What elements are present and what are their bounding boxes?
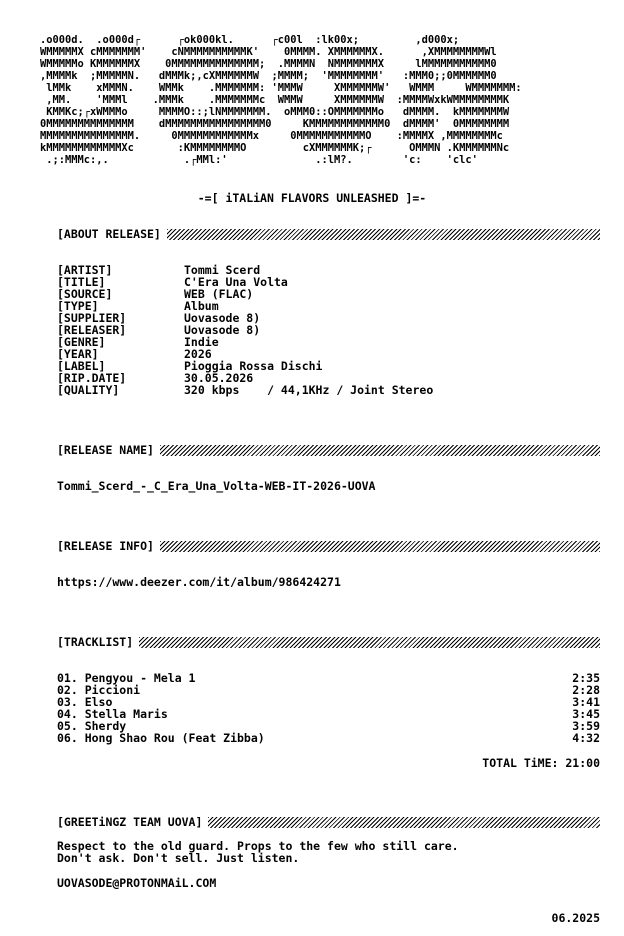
track-title: 05. Sherdy (57, 719, 127, 733)
section-header-release-name (57, 443, 600, 457)
track-row (57, 708, 600, 720)
track-duration: 2:28 (572, 683, 600, 697)
section-header-tracklist (57, 635, 600, 649)
field-key: [RELEASER] (57, 323, 127, 337)
track-duration: 2:35 (572, 671, 600, 685)
field-row-genre (57, 336, 433, 348)
field-value: Album (184, 299, 219, 313)
section-divider (139, 637, 600, 648)
field-value: 320 kbps / 44,1KHz / Joint Stereo (184, 383, 434, 397)
ascii-line: .;:MMMc:,. .┌MMl:' .:lM?. 'c: 'clc' (40, 154, 478, 166)
ascii-line: WMMMMMX cMMMMMMM' cNMMMMMMMMMMK' 0MMMM. XMMMMMMX. ,XMMMMMMMMWl (40, 46, 497, 58)
field-row-releaser (57, 324, 433, 336)
ascii-line: lMMk xMMMN. WMMk .MMMMMMM: 'MMMW XMMMMMMW' WMMM WMMMMMMM: (40, 82, 522, 94)
field-key: [TITLE] (57, 275, 106, 289)
section-title: [RELEASE INFO] (57, 539, 154, 553)
ascii-art-logo (40, 34, 522, 166)
section-divider (160, 541, 600, 552)
track-title: 01. Pengyou - Mela 1 (57, 671, 196, 685)
field-value: Pioggia Rossa Dischi (184, 359, 323, 373)
field-key: [SUPPLIER] (57, 311, 127, 325)
contact-email: UOVASODE@PROTONMAiL.COM (57, 876, 217, 890)
track-duration: 3:59 (572, 719, 600, 733)
ascii-line: ,MMMMk ;MMMMMN. dMMMk;,cXMMMMMMW ;MMMM; 'MMMMMMMM' :MMM0;;0MMMMMM0 (40, 70, 497, 82)
ascii-line: ,MM. 'MMMl .MMMk .MMMMMMMc WMMW XMMMMMMW :MMMMWxkWMMMMMMMMK (40, 94, 510, 106)
track-duration: 4:32 (572, 731, 600, 745)
track-duration: 3:41 (572, 695, 600, 709)
greetings-line: Respect to the old guard. Props to the few who still care. (57, 839, 459, 853)
field-key: [ARTIST] (57, 263, 113, 277)
section-title: [RELEASE NAME] (57, 443, 154, 457)
section-divider (160, 445, 600, 456)
section-header-greetings (57, 815, 600, 829)
greetings-text (57, 840, 459, 864)
section-title: [GREETiNGZ TEAM UOVA] (57, 815, 203, 829)
greetings-line: Don't ask. Don't sell. Just listen. (57, 851, 300, 865)
field-value: Tommi Scerd (184, 263, 261, 277)
track-title: 04. Stella Maris (57, 707, 168, 721)
ascii-line: WMMMMMo KMMMMMMX 0MMMMMMMMMMMMMM; .MMMMN NMMMMMMMX lMMMMMMMMMMM0 (40, 58, 497, 70)
field-key: [TYPE] (57, 299, 99, 313)
field-value: Indie (184, 335, 219, 349)
field-key: [QUALITY] (57, 383, 120, 397)
track-title: 06. Hong Shao Rou (Feat Zibba) (57, 731, 265, 745)
section-divider (208, 817, 600, 828)
tagline: -=[ iTALiAN FLAVORS UNLEASHED ]=- (197, 191, 427, 205)
track-row (57, 684, 600, 696)
field-key: [YEAR] (57, 347, 99, 361)
section-divider (167, 229, 600, 240)
track-duration: 3:45 (572, 707, 600, 721)
ascii-line: kMMMMMMMMMMMMXc :KMMMMMMMMO cXMMMMMMK;┌ OMMMN .KMMMMMMNc (40, 142, 510, 154)
track-title: 02. Piccioni (57, 683, 141, 697)
field-key: [GENRE] (57, 335, 106, 349)
total-time: TOTAL TiME: 21:00 (482, 756, 600, 770)
field-value: C'Era Una Volta (184, 275, 288, 289)
field-row-quality (57, 384, 433, 396)
release-info-url: https://www.deezer.com/it/album/986424271 (57, 575, 341, 589)
field-value: 2026 (184, 347, 212, 361)
section-header-about (57, 227, 600, 241)
section-header-release-info (57, 539, 600, 553)
field-value: WEB (FLAC) (184, 287, 254, 301)
field-row-source (57, 288, 433, 300)
ascii-line: .o000d. .o000d┌ ┌ok000kl. ┌c00l :lk00x; ,d000x; (40, 34, 460, 46)
field-key: [LABEL] (57, 359, 106, 373)
ascii-line: KMMKc;┌xWMMMo MMMMO::;lNMMMMMMM. oMMM0::OMMMMMMMo dMMMM. kMMMMMMMW (40, 106, 510, 118)
section-title: [ABOUT RELEASE] (57, 227, 161, 241)
field-value: 30.05.2026 (184, 371, 254, 385)
track-title: 03. Elso (57, 695, 113, 709)
field-key: [SOURCE] (57, 287, 113, 301)
section-title: [TRACKLIST] (57, 635, 134, 649)
field-value: Uovasode 8) (184, 323, 261, 337)
document-date: 06.2025 (551, 911, 600, 925)
ascii-line: MMMMMMMMMMMMMMM. 0MMMMMMMMMMMMx 0MMMMMMMMMMMO :MMMMX ,MMMMMMMMc (40, 130, 503, 142)
ascii-line: 0MMMMMMMMMMMMMM dMMMMMMMMMMMMMMMM0 KMMMMMMMMMMMM0 dMMMM' 0MMMMMMMM (40, 118, 510, 130)
tracklist (57, 672, 600, 744)
field-key: [RIP.DATE] (57, 371, 127, 385)
release-fields (57, 264, 433, 396)
field-value: Uovasode 8) (184, 311, 261, 325)
track-row (57, 732, 600, 744)
release-name-text: Tommi_Scerd_-_C_Era_Una_Volta-WEB-IT-2026-UOVA (57, 479, 376, 493)
